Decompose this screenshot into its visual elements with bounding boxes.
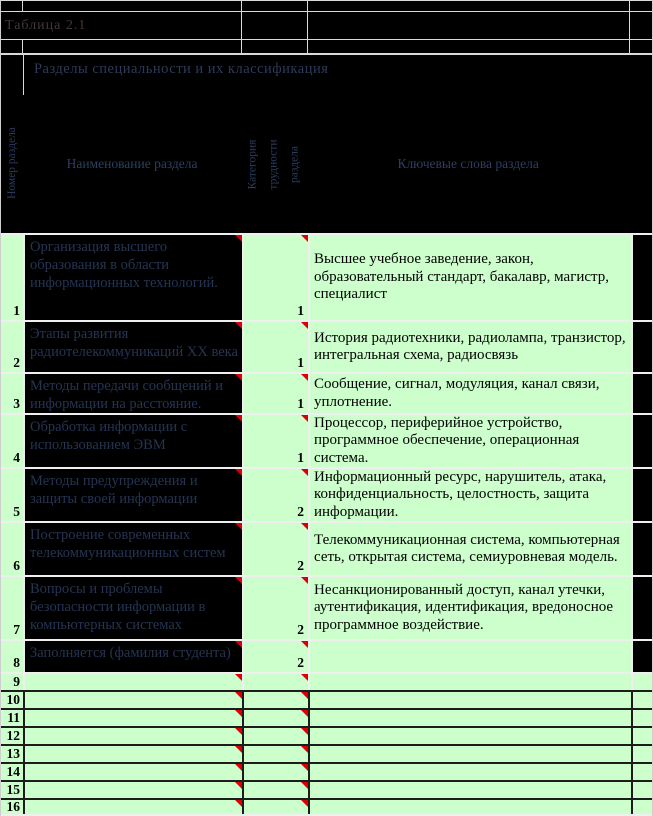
cell[interactable] [631,374,652,413]
col-header-name[interactable] [23,95,241,233]
table-row-empty [1,672,652,690]
topic-cell[interactable]: Этапы развития радиотелекоммуникаций ХХ века [23,322,242,372]
difficulty-cell[interactable]: 2 [242,641,308,672]
comment-triangle-icon [235,746,242,753]
topic-cell[interactable] [23,782,242,798]
difficulty-cell[interactable] [242,674,308,690]
table-row [1,575,652,639]
table-row-empty [1,690,652,708]
comment-triangle-icon [235,641,242,648]
cell[interactable] [1,55,23,95]
difficulty-cell[interactable]: 2 [242,577,308,639]
keywords-cell[interactable] [308,764,631,780]
difficulty-cell[interactable]: 2 [242,469,308,521]
comment-triangle-icon [235,235,242,242]
difficulty-cell[interactable] [242,764,308,780]
cell[interactable] [631,523,652,575]
row-number-cell[interactable]: 12 [1,728,23,744]
row-number-cell[interactable]: 10 [1,692,23,708]
difficulty-cell[interactable]: 1 [242,415,308,467]
difficulty-cell[interactable]: 1 [242,322,308,372]
topic-cell[interactable] [23,728,242,744]
keywords-cell[interactable] [308,746,631,762]
cell[interactable] [631,800,652,814]
cell[interactable] [631,415,652,467]
row-number-cell[interactable]: 5 [1,469,23,521]
topic-cell[interactable] [23,764,242,780]
comment-triangle-icon [301,322,308,329]
keywords-cell[interactable]: История радиотехники, радиолампа, транзистор, интегральная схема, радиосвязь [308,322,631,372]
col-header-keywords-label: Ключевые слова раздела [397,156,539,171]
comment-triangle-icon [301,728,308,735]
row-number-cell[interactable]: 1 [1,235,23,320]
comment-triangle-icon [235,782,242,789]
comment-triangle-icon [301,469,308,476]
row-number-cell[interactable]: 16 [1,800,23,814]
cell[interactable] [631,674,652,690]
table-row-empty [1,780,652,798]
comment-triangle-icon [235,764,242,771]
topic-cell[interactable]: Методы предупреждения и защиты своей информации [23,469,242,521]
comment-triangle-icon [235,415,242,422]
table-row [1,320,652,372]
keywords-cell[interactable] [308,782,631,798]
row-number-cell[interactable]: 15 [1,782,23,798]
comment-triangle-icon [301,782,308,789]
comment-triangle-icon [301,674,308,681]
cell[interactable] [1,1,23,11]
difficulty-cell[interactable] [242,728,308,744]
comment-triangle-icon [301,374,308,381]
cell[interactable] [631,710,652,726]
table-label-row [1,12,652,40]
row-number-cell[interactable]: 8 [1,641,23,672]
comment-triangle-icon [235,710,242,717]
keywords-cell[interactable]: Сообщение, сигнал, модуляция, канал связи, уплотнение. [308,374,631,413]
keywords-cell[interactable]: Высшее учебное заведение, закон, образовательный стандарт, бакалавр, магистр, специалист [308,235,631,320]
row-number-cell[interactable]: 13 [1,746,23,762]
cell[interactable] [630,40,652,53]
header-row [1,95,652,233]
row-number-cell[interactable]: 11 [1,710,23,726]
comment-triangle-icon [301,641,308,648]
keywords-cell[interactable] [308,800,631,814]
topic-cell[interactable]: Обработка информации с использованием ЭВМ [23,415,242,467]
top-spacer-row [1,40,652,54]
comment-triangle-icon [235,374,242,381]
row-number-cell[interactable]: 3 [1,374,23,413]
topic-cell[interactable] [23,692,242,708]
topic-cell[interactable]: Построение современных телекоммуникационных систем [23,523,242,575]
comment-triangle-icon [235,692,242,699]
cell[interactable] [631,746,652,762]
cell[interactable] [308,40,631,53]
title-row [1,54,652,95]
cell[interactable] [630,1,652,11]
cell[interactable] [242,1,308,11]
cell[interactable] [1,40,23,53]
col-header-difficulty[interactable] [241,95,307,233]
table-row [1,413,652,467]
comment-triangle-icon [235,577,242,584]
topic-cell[interactable]: Организация высшего образования в области информационных технологий. [23,235,242,320]
keywords-cell[interactable]: Информационный ресурс, нарушитель, атака, конфиденциальность, целостность, защита информации. [308,469,631,521]
col-header-number[interactable] [1,95,23,233]
col-header-keywords[interactable] [307,95,629,233]
topic-cell[interactable] [23,710,242,726]
comment-triangle-icon [301,710,308,717]
table-row-empty [1,762,652,780]
table-row [1,521,652,575]
cell[interactable] [308,1,631,11]
comment-triangle-icon [235,800,242,807]
keywords-cell[interactable]: Несанкционированный доступ, канал утечки, аутентификация, идентификация, вредоносное программное воздействие. [308,577,631,639]
comment-triangle-icon [301,800,308,807]
main-title-cell[interactable] [23,55,652,95]
table-row-empty [1,708,652,726]
cell[interactable] [631,469,652,521]
keywords-cell[interactable]: Процессор, периферийное устройство, программное обеспечение, операционная система. [308,415,631,467]
cell[interactable] [630,12,652,39]
comment-triangle-icon [301,764,308,771]
difficulty-cell[interactable] [242,800,308,814]
cell[interactable] [631,235,652,320]
cell[interactable] [23,1,242,11]
difficulty-cell[interactable]: 1 [242,235,308,320]
topic-cell[interactable] [23,674,242,690]
table-row [1,372,652,413]
cell[interactable] [631,322,652,372]
comment-triangle-icon [235,469,242,476]
table-row-empty [1,744,652,762]
keywords-cell[interactable]: Телекоммуникационная система, компьютерная сеть, открытая система, семиуровневая модель. [308,523,631,575]
row-number-cell[interactable]: 6 [1,523,23,575]
col-header-number-label: Номер раздела [6,127,18,199]
table-label-cell[interactable] [1,12,242,39]
keywords-cell[interactable] [308,692,631,708]
cell[interactable] [631,641,652,672]
comment-triangle-icon [235,674,242,681]
topic-cell[interactable] [23,746,242,762]
difficulty-cell[interactable] [242,746,308,762]
topic-cell[interactable]: Заполняется (фамилия студента) [23,641,242,672]
main-title: Разделы специальности и их классификация [33,61,329,77]
cell[interactable] [242,12,308,39]
topic-cell[interactable] [23,800,242,814]
col-header-difficulty-label: Категория трудности раздела [246,138,301,190]
difficulty-cell[interactable] [242,782,308,798]
comment-triangle-icon [301,577,308,584]
cell[interactable] [629,95,652,233]
keywords-cell[interactable] [308,674,631,690]
cell[interactable] [631,764,652,780]
cell[interactable] [242,40,308,53]
difficulty-cell[interactable]: 1 [242,374,308,413]
row-number-cell[interactable]: 9 [1,674,23,690]
difficulty-cell[interactable] [242,710,308,726]
comment-triangle-icon [235,322,242,329]
cell[interactable] [631,577,652,639]
comment-triangle-icon [235,728,242,735]
topic-cell[interactable]: Вопросы и проблемы безопасности информации в компьютерных системах [23,577,242,639]
comment-triangle-icon [301,746,308,753]
comment-triangle-icon [301,415,308,422]
cell[interactable] [631,728,652,744]
comment-triangle-icon [301,692,308,699]
col-header-name-label: Наименование раздела [66,156,198,171]
comment-triangle-icon [301,235,308,242]
cell[interactable] [631,782,652,798]
table-row-empty [1,726,652,744]
table-row [1,639,652,672]
keywords-cell[interactable] [308,728,631,744]
row-number-cell[interactable]: 4 [1,415,23,467]
cell[interactable] [631,692,652,708]
table-row [1,467,652,521]
row-number-cell[interactable]: 2 [1,322,23,372]
difficulty-cell[interactable]: 2 [242,523,308,575]
comment-triangle-icon [301,523,308,530]
table-row [1,233,652,320]
row-number-cell[interactable]: 7 [1,577,23,639]
table-row-empty [1,798,652,816]
top-spacer-row [1,0,652,12]
table-label: Таблица 2.1 [5,17,87,33]
difficulty-cell[interactable] [242,692,308,708]
row-number-cell[interactable]: 14 [1,764,23,780]
keywords-cell[interactable] [308,641,631,672]
cell[interactable] [308,12,631,39]
cell[interactable] [23,40,242,53]
keywords-cell[interactable] [308,710,631,726]
comment-triangle-icon [235,523,242,530]
topic-cell[interactable]: Методы передачи сообщений и информации на расстояние. [23,374,242,413]
